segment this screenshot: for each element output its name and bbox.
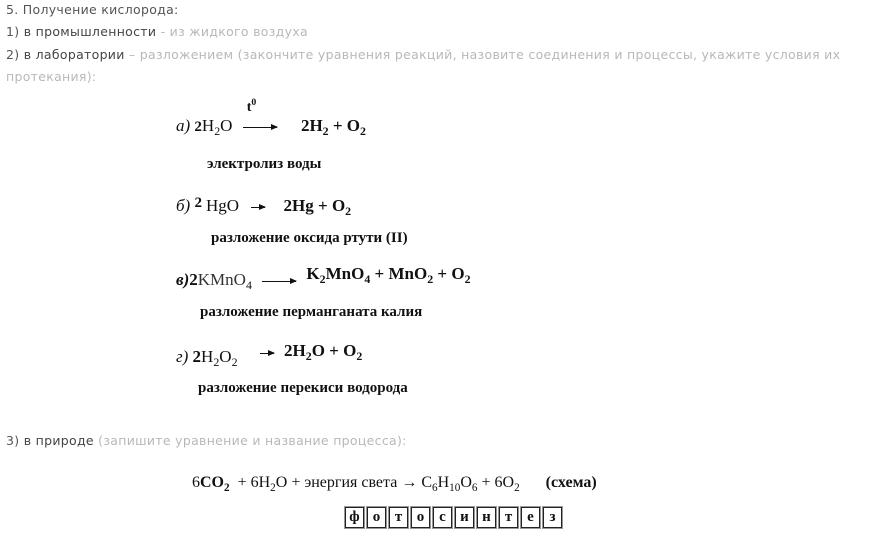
reaction-letter: б) (176, 196, 191, 215)
reactant: KMnO (197, 270, 246, 289)
answer-letter-box: т (499, 507, 518, 528)
subscript: 2 (270, 481, 276, 494)
arrow-right-icon (260, 353, 274, 354)
reaction-c-equation (176, 264, 471, 293)
answer-boxes (345, 507, 562, 528)
product-text: 2H (300, 116, 323, 135)
superscript: 0 (251, 97, 257, 109)
product-text: K (306, 264, 320, 283)
subscript: 2 (322, 124, 329, 139)
answer-letter-box: и (455, 507, 474, 528)
item-lab (6, 47, 840, 62)
coefficient: 2 (192, 347, 202, 366)
item-label: в природе (23, 433, 94, 448)
item-lab-cont (6, 69, 96, 84)
arrow-right-icon (262, 281, 296, 282)
scheme-label: (схема) (545, 474, 597, 491)
reactant: + 6H (229, 474, 271, 491)
reactant: H (201, 347, 214, 366)
reaction-b-equation (176, 195, 352, 219)
reactant: O (219, 347, 232, 366)
subscript: 2 (224, 481, 230, 494)
item-label: в промышленности (23, 24, 157, 39)
coefficient: 2 (194, 119, 202, 135)
answer-letter-box: з (543, 507, 562, 528)
subscript: 4 (245, 278, 252, 293)
subscript: 2 (356, 349, 363, 364)
item-label: в лаборатории (23, 47, 125, 62)
answer-letter-box: ф (345, 507, 364, 528)
answer-letter-box: е (521, 507, 540, 528)
answer-letter-box: н (477, 507, 496, 528)
product-text: + MnO (370, 264, 428, 283)
reaction-letter: в) (176, 270, 190, 289)
product: H (437, 474, 450, 491)
product-text: + O (328, 116, 361, 135)
subscript: 2 (360, 124, 366, 139)
product-text: 2Hg + O (283, 196, 346, 215)
product: + 6O (477, 474, 515, 491)
coefficient: 2 (189, 270, 198, 289)
reaction-a-equation (176, 97, 366, 139)
subscript: 2 (231, 355, 238, 370)
subscript: 6 (471, 481, 478, 494)
subscript: 4 (364, 272, 371, 287)
subscript: 6 (431, 481, 438, 494)
coefficient: 2 (194, 195, 202, 211)
item-number: 1) (6, 24, 24, 39)
answer-letter-box: т (389, 507, 408, 528)
product (300, 116, 366, 139)
coefficient: 6 (192, 474, 200, 491)
equation-text: O + энергия света → C (275, 474, 432, 491)
subscript: 10 (449, 481, 461, 494)
reactant: H (201, 116, 215, 135)
reaction-condition (237, 97, 283, 136)
condition-text: t (246, 100, 252, 115)
subscript: 2 (514, 481, 520, 494)
answer-letter-box: о (411, 507, 430, 528)
reactant: O (220, 116, 233, 135)
subscript: 2 (213, 355, 220, 370)
subscript: 2 (427, 272, 434, 287)
product (284, 341, 363, 364)
reaction-letter: г) (176, 347, 189, 366)
product-text: 2H (284, 341, 306, 360)
item-note: – разложением (закончите уравнения реакций, назовите соединения и процессы, укажите условия их (124, 47, 841, 62)
answer-letter-box: с (433, 507, 452, 528)
task-title-text: 5. Получение кислорода: (6, 2, 179, 17)
item-industry (6, 24, 308, 39)
reaction-b-process: разложение оксида ртути (II) (211, 230, 408, 246)
subscript: 2 (305, 349, 312, 364)
subscript: 2 (464, 272, 471, 287)
photosynthesis-equation (192, 474, 597, 492)
subscript: 2 (214, 124, 221, 139)
arrow-right-icon (251, 207, 265, 208)
item-number: 2) (6, 47, 24, 62)
reaction-a-process: электролиз воды (207, 156, 322, 172)
task-title (6, 2, 179, 17)
subscript: 2 (319, 272, 326, 287)
product-text: MnO (325, 264, 365, 283)
product (306, 264, 471, 287)
item-note: (запишите уравнение и название процесса): (93, 433, 407, 448)
product-text: O + O (311, 341, 357, 360)
reactant: CO (200, 474, 224, 491)
product: O (460, 474, 472, 491)
reaction-c-process: разложение перманганата калия (200, 304, 423, 320)
item-note: - из жидкого воздуха (156, 24, 308, 39)
product-text: + O (433, 264, 465, 283)
item-number: 3) (6, 433, 24, 448)
item-note: протекания): (6, 69, 97, 84)
reaction-d-equation (176, 341, 363, 370)
item-nature (6, 433, 407, 448)
arrow-right-icon (243, 127, 277, 128)
answer-letter-box: о (367, 507, 386, 528)
product (283, 196, 352, 219)
reactant: HgO (205, 196, 240, 215)
subscript: 2 (345, 204, 352, 219)
reaction-letter: а) (176, 116, 191, 135)
reaction-d-process: разложение перекиси водорода (198, 380, 408, 396)
